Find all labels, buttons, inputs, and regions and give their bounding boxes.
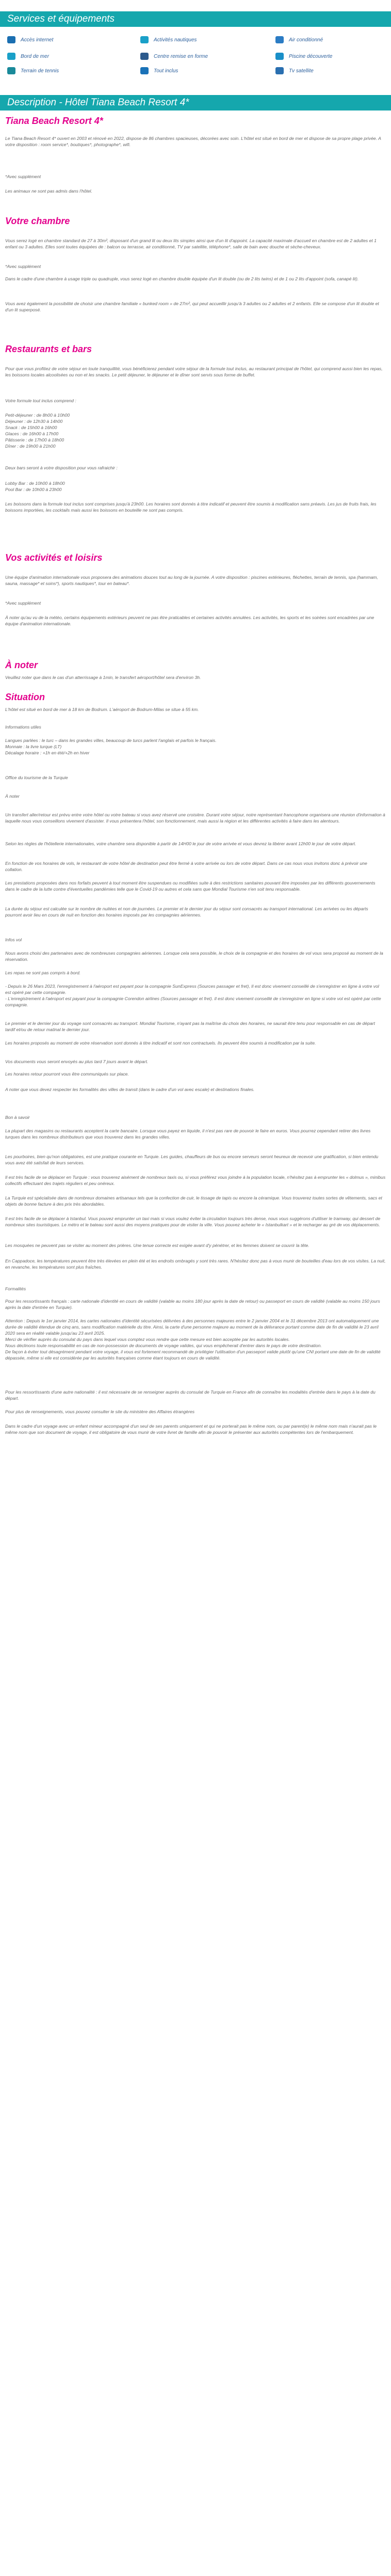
room-title: Votre chambre <box>5 216 70 226</box>
dumbbell-icon <box>140 53 149 60</box>
note-title: À noter <box>5 660 38 670</box>
all-inclusive-icon <box>140 67 149 74</box>
description-paragraph: Les animaux ne sont pas admis dans l'hôtel. <box>5 188 92 194</box>
snowflake-icon <box>275 36 284 43</box>
formalities-paragraph: Pour les ressortissants d'une autre nationalité : il est nécessaire de se renseigner auprès du consulat de Turquie en France afin de connaître les modalités d'entrée dans le pays à la date du départ. <box>5 1389 376 1401</box>
bon-paragraph: La plupart des magasins ou restaurants acceptent la carte bancaire. Lorsque vous payez en liquide, il n'est pas rare de pouvoir le faire en euros. Vous pourrez cependant retirer des livres turques dans les nombreux distributeurs que vous trouverez dans les grandes villes. <box>5 1128 371 1140</box>
room-paragraph: *Avec supplément <box>5 264 41 269</box>
anoter-heading: À noter <box>5 794 20 799</box>
vol-paragraph: Les repas ne sont pas compris à bord. <box>5 970 81 975</box>
amenity-label: Accès internet <box>21 37 54 43</box>
bon-paragraph: La Turquie est spécialisée dans de nombreux domaines artisanaux tels que la confection de cuir, le tissage de tapis ou encore la céramique. Vous trouverez toutes sortes de vêtements, sacs et objets de bonne facture à des prix très abordables. <box>5 1195 382 1207</box>
restaurants-paragraph: Deux bars seront à votre disposition pour vous rafraichir : <box>5 465 118 470</box>
amenity-label: Piscine découverte <box>289 54 333 59</box>
hotel-name: Tiana Beach Resort 4* <box>5 116 103 126</box>
info-heading: Informations utiles <box>5 724 41 730</box>
description-paragraph: Le Tiana Beach Resort 4* ouvert en 2003 et rénové en 2022, dispose de 86 chambres spacieuses, décorées avec soin. L'hôtel est situé en bord de mer et dispose de sa propre plage privée. A votre disposition : room service*, boutiques*, photographe*, wifi. <box>5 136 381 147</box>
amenity-label: Air conditionné <box>289 37 323 43</box>
tv-icon <box>275 67 284 74</box>
amenity-label: Activités nautiques <box>154 37 197 43</box>
restaurants-title: Restaurants et bars <box>5 344 92 354</box>
bon-paragraph: En Cappadoce, les températures peuvent être très élevées en plein été et les endroits ombragés y sont très rares. N'hésitez donc pas à vous munir de bouteilles d'eau lors de vos visites. La nuit, en revanche, les températures sont plus fraîches. <box>5 1258 386 1270</box>
restaurants-paragraph: Votre formule tout inclus comprend : <box>5 398 76 403</box>
vol-heading: Infos vol <box>5 937 22 942</box>
vol-paragraph: Vos documents vous seront envoyés au plus tard 7 jours avant le départ. <box>5 1059 149 1064</box>
wave-icon <box>140 36 149 43</box>
services-title-bar <box>0 11 391 27</box>
vol-paragraph: - Depuis le 26 Mars 2023, l'enregistrement à l'aéroport est payant pour la compagnie SunExpress (Sources passager et fret), Il est donc vivement conseillé de s'enregistrer en ligne à votre vol est opéré par cette compagnie. - L'enregistrement à l'aéroport est payant pour la compagnie Corendon airlines (Sources passager et fret). Il est donc vivement conseillé de s'enregistrer en ligne si votre vol est opéré par cette compagnie. <box>5 984 381 1007</box>
pool-icon <box>275 53 284 60</box>
vol-paragraph: A noter que vous devez respecter les formalités des villes de transit (dans le cadre d'un vol avec escale) et destinations finales. <box>5 1087 255 1092</box>
info-lines: Langues parlées : le turc – dans les grandes villes, beaucoup de turcs parlent l'anglais et parfois le français. Monnaie : la livre turque (LT) Décalage horaire : +1h en été/+2h en hiver <box>5 738 217 755</box>
info-paragraph: La durée du séjour est calculée sur le nombre de nuitées et non de journées. Le premier et le dernier jour du séjour sont consacrés au transport international. Les arrivées ou les départs pourront avoir lieu en cours de nuit en fonction des horaires imposés par les compagnies aériennes. <box>5 906 368 918</box>
amenity-label: Centre remise en forme <box>154 54 208 59</box>
restaurants-paragraph: Pour que vous profitiez de votre séjour en toute tranquillité, vous bénéficierez pendant votre séjour de la formule tout inclus, au restaurant principal de l'hôtel, qui comprend aussi bien les repas, les boissons locales alcoolisées ou non et les snacks. Le petit déjeuner, le déjeuner et le dîner sont servis sous forme de buffet. <box>5 366 383 377</box>
description-paragraph: *Avec supplément <box>5 174 41 179</box>
restaurants-paragraph: Les boissons dans la formule tout inclus sont comprises jusqu'à 23h00. Les horaires sont donnés à titre indicatif et peuvent être soumis à modification sans préavis. Les jus de fruits frais, les boissons importées, les cocktails mais aussi les boissons en bouteille ne sont pas compris. <box>5 501 377 513</box>
wifi-icon <box>7 36 15 43</box>
description-title: Description - Hôtel Tiana Beach Resort 4* <box>7 97 189 108</box>
amenity-label: Tv satellite <box>289 68 314 74</box>
note-text: Veuillez noter que dans le cas d'un atterrissage à 1min, le transfert aéroport/hôtel sera d'environ 3h. <box>5 675 201 680</box>
bon-paragraph: Les mosquées ne peuvent pas se visiter au moment des prières. Une tenue correcte est exigée avant d'y pénétrer, et les femmes doivent se couvrir la tête. <box>5 1243 309 1248</box>
amenity-label: Terrain de tennis <box>21 68 59 74</box>
beach-icon <box>7 53 15 60</box>
amenity-label: Bord de mer <box>21 54 50 59</box>
info-paragraph: Les prestations proposées dans nos forfaits peuvent à tout moment être suspendues ou modifiées suite à des restrictions sanitaires pouvant être imposées par les différents gouvernements dans le cadre de la lutte contre d'éventuelles pandémies telle que le Covid-19 ou autres et cela sans que Mondial Tourisme n'en soit tenu responsable. <box>5 880 376 892</box>
info-paragraph: Selon les règles de l'hôtellerie internationales, votre chambre sera disponible à partir de 14H00 le jour de votre arrivée et vous devrez la libérer avant 12h00 le jour de votre départ. <box>5 841 356 846</box>
vol-paragraph: Les horaires proposés au moment de votre réservation sont donnés à titre indicatif et sont non contractuels. Ils peuvent être soumis à modification par la suite. <box>5 1040 316 1046</box>
services-title: Services et équipements <box>7 13 115 24</box>
tennis-icon <box>7 67 15 74</box>
bon-heading: Bon à savoir <box>5 1115 30 1120</box>
room-paragraph: Vous serez logé en chambre standard de 27 à 30m², disposant d'un grand lit ou deux lits simples ainsi que d'un lit d'appoint. La capacité maximale d'accueil en chambre est de 2 adultes et 1 enfant ou 3 adultes. Elles sont toutes équipées de : balcon ou terrasse, air conditionné, TV par satellite, téléphone*, salle de bain avec douche et sèche-cheveux. <box>5 238 377 249</box>
formalities-paragraph: Attention : Depuis le 1er janvier 2014, les cartes nationales d'identité sécurisées délivrées à des personnes majeures entre le 2 janvier 2004 et le 31 décembre 2013 ont automatiquement une durée de validité étendue de cinq ans, sans modification matérielle du titre. Ainsi, la carte d'une personne majeure au moment de la délivrance portant comme date de fin de validité le 23 avril 2020 sera en réalité valable jusqu'au 23 avril 2025. Merci de vérifier auprès du consulat du pays dans lequel vous comptez vous rendre que cette mesure est bien acceptée par les autorités locales. Nous déclinons toute responsabilité en cas de non-possession de documents de voyage valides, qui vous empêcherait d'entrer dans le pays de votre destination. De façon à éviter tout désagrément pendant votre voyage, il vous est fortement recommandé de privilégier l'utilisation d'un passeport valide plutôt qu'une CNI portant une date de fin de validité dépassée, même si elle est considérée par les autorités françaises comme étant toujours en cours de validité. <box>5 1318 381 1361</box>
vol-paragraph: Le premier et le dernier jour du voyage sont consacrés au transport. Mondial Tourisme, n'ayant pas la maîtrise du choix des horaires, ne saurait être tenu pour responsable en cas de départ tardif et/ou de retour matinal le dernier jour. <box>5 1021 375 1032</box>
info-paragraph: En fonction de vos horaires de vols, le restaurant de votre hôtel de destination peut être fermé à votre arrivée ou lors de votre départ. Dans ce cas nous vous invitons donc à prévoir une collation. <box>5 861 367 872</box>
formalities-paragraph[interactable]: Pour plus de renseignements, vous pouvez consulter le site du ministère des Affaires étrangères <box>5 1409 195 1414</box>
bon-paragraph: Il est très facile de se déplacer à Istanbul. Vous pouvez emprunter un taxi mais si vous voulez éviter la circulation toujours très dense, nous vous suggérons d'utiliser le tramway, qui dessert de nombreux sites touristiques. Le métro et le bateau sont aussi des moyens pratiques pour de visiter la ville. Vous pouvez acheter le « Istanbulkart » et le recharger au gré de vos déplacements. <box>5 1216 381 1227</box>
bon-paragraph: Les pourboires, bien qu'non obligatoires, est une pratique courante en Turquie. Les guides, chauffeurs de bus ou encore serveurs seront heureux de recevoir une gratification, si bien entendu vous avez été satisfait de leurs services. <box>5 1154 379 1165</box>
activities-paragraph: *Avec supplément <box>5 600 41 606</box>
formalities-paragraph: Pour les ressortissants français : carte nationale d'identité en cours de validité (valable au moins 180 jour après la date de retour) ou passeport en cours de validité (valable au moins 150 jours après la date d'entrée en Turquie). <box>5 1299 380 1310</box>
vol-paragraph: Nous avons choisi des partenaires avec de nombreuses compagnies aériennes. Lorsque cela sera possible, le choix de la compagnie et des horaires de vol vous sera proposé au moment de la réservation. <box>5 951 383 962</box>
activities-paragraph: Une équipe d'animation internationale vous proposera des animations douces tout au long de la journée. A votre disposition : piscines extérieures, fléchettes, terrain de tennis, spa (hammam, sauna, massage* et soins*), sports nautiques*, tour en bateau*. <box>5 575 378 586</box>
formalities-paragraph: Dans le cadre d'un voyage avec un enfant mineur accompagné d'un seul de ses parents uniquement et qui ne porterait pas le même nom, ou par parent(e) le même nom mais n'aurait pas le même nom que son document de voyage, il est obligatoire de vous munir de votre livret de famille afin de pouvoir le présenter aux autorités compétentes lors de l'embarquement. <box>5 1424 377 1435</box>
bon-paragraph: Il est très facile de se déplacer en Turquie : vous trouverez aisément de nombreux taxis ou, si vous préférez vous joindre à la population locale, n'hésitez pas à emprunter les « dolmus », minibus collectifs effectuant des trajets réguliers et peu onéreux. <box>5 1175 386 1186</box>
activities-paragraph: À noter qu'au vu de la météo, certains équipements extérieurs peuvent ne pas être praticables et certaines activités annulées. Les activités, les sports et les soirées sont encadrées par une équipe d'animation internationale. <box>5 615 374 626</box>
room-paragraph: Vous avez également la possibilité de choisir une chambre familiale « bunked room » de 27m², qui peut accueillir jusqu'à 3 adultes ou 2 adultes et 2 enfants. Elle se compose d'un lit double et d'un lit superposé. <box>5 301 379 312</box>
formalities-heading: Formalités <box>5 1286 26 1291</box>
bars-schedule: Lobby Bar : de 10h00 à 18h00 Pool Bar : de 10h00 à 23h00 <box>5 481 65 492</box>
amenity-label: Tout inclus <box>154 68 178 74</box>
description-title-bar <box>0 95 391 110</box>
restaurants-schedule: Petit-déjeuner : de 8h00 à 10h00 Déjeuner : de 12h30 à 14h00 Snack : de 15h00 à 16h00 Glaces : de 16h00 à 17h00 Pâtisserie : de 17h00 à 18h00 Dîner : de 19h00 à 21h00 <box>5 413 70 449</box>
room-paragraph: Dans le cadre d'une chambre à usage triple ou quadruple, vous serez logé en chambre double équipée d'un lit double (ou de 2 lits twins) et de 1 ou 2 lits d'appoint (sofa, canapé lit). <box>5 276 359 281</box>
situation-text: L'hôtel est situé en bord de mer à 18 km de Bodrum. L'aéroport de Bodrum-Milas se situe à 55 km. <box>5 707 199 712</box>
activities-title: Vos activités et loisirs <box>5 552 103 563</box>
vol-paragraph: Les horaires retour pourront vous être communiqués sur place. <box>5 1071 129 1077</box>
tourism-office-link[interactable]: Office du tourisme de la Turquie <box>5 775 68 780</box>
info-paragraph: Un transfert aller/retour est prévu entre votre hôtel ou votre bateau si vous avez réservé une croisière. Durant votre séjour, notre représentant francophone organisera une réunion d'information à laquelle nous vous conseillons vivement d'assister. Il vous présentera l'hôtel, son fonctionnement, mais aussi la région et les différentes activités à faire dans les alentours. <box>5 812 385 824</box>
situation-title: Situation <box>5 692 45 702</box>
